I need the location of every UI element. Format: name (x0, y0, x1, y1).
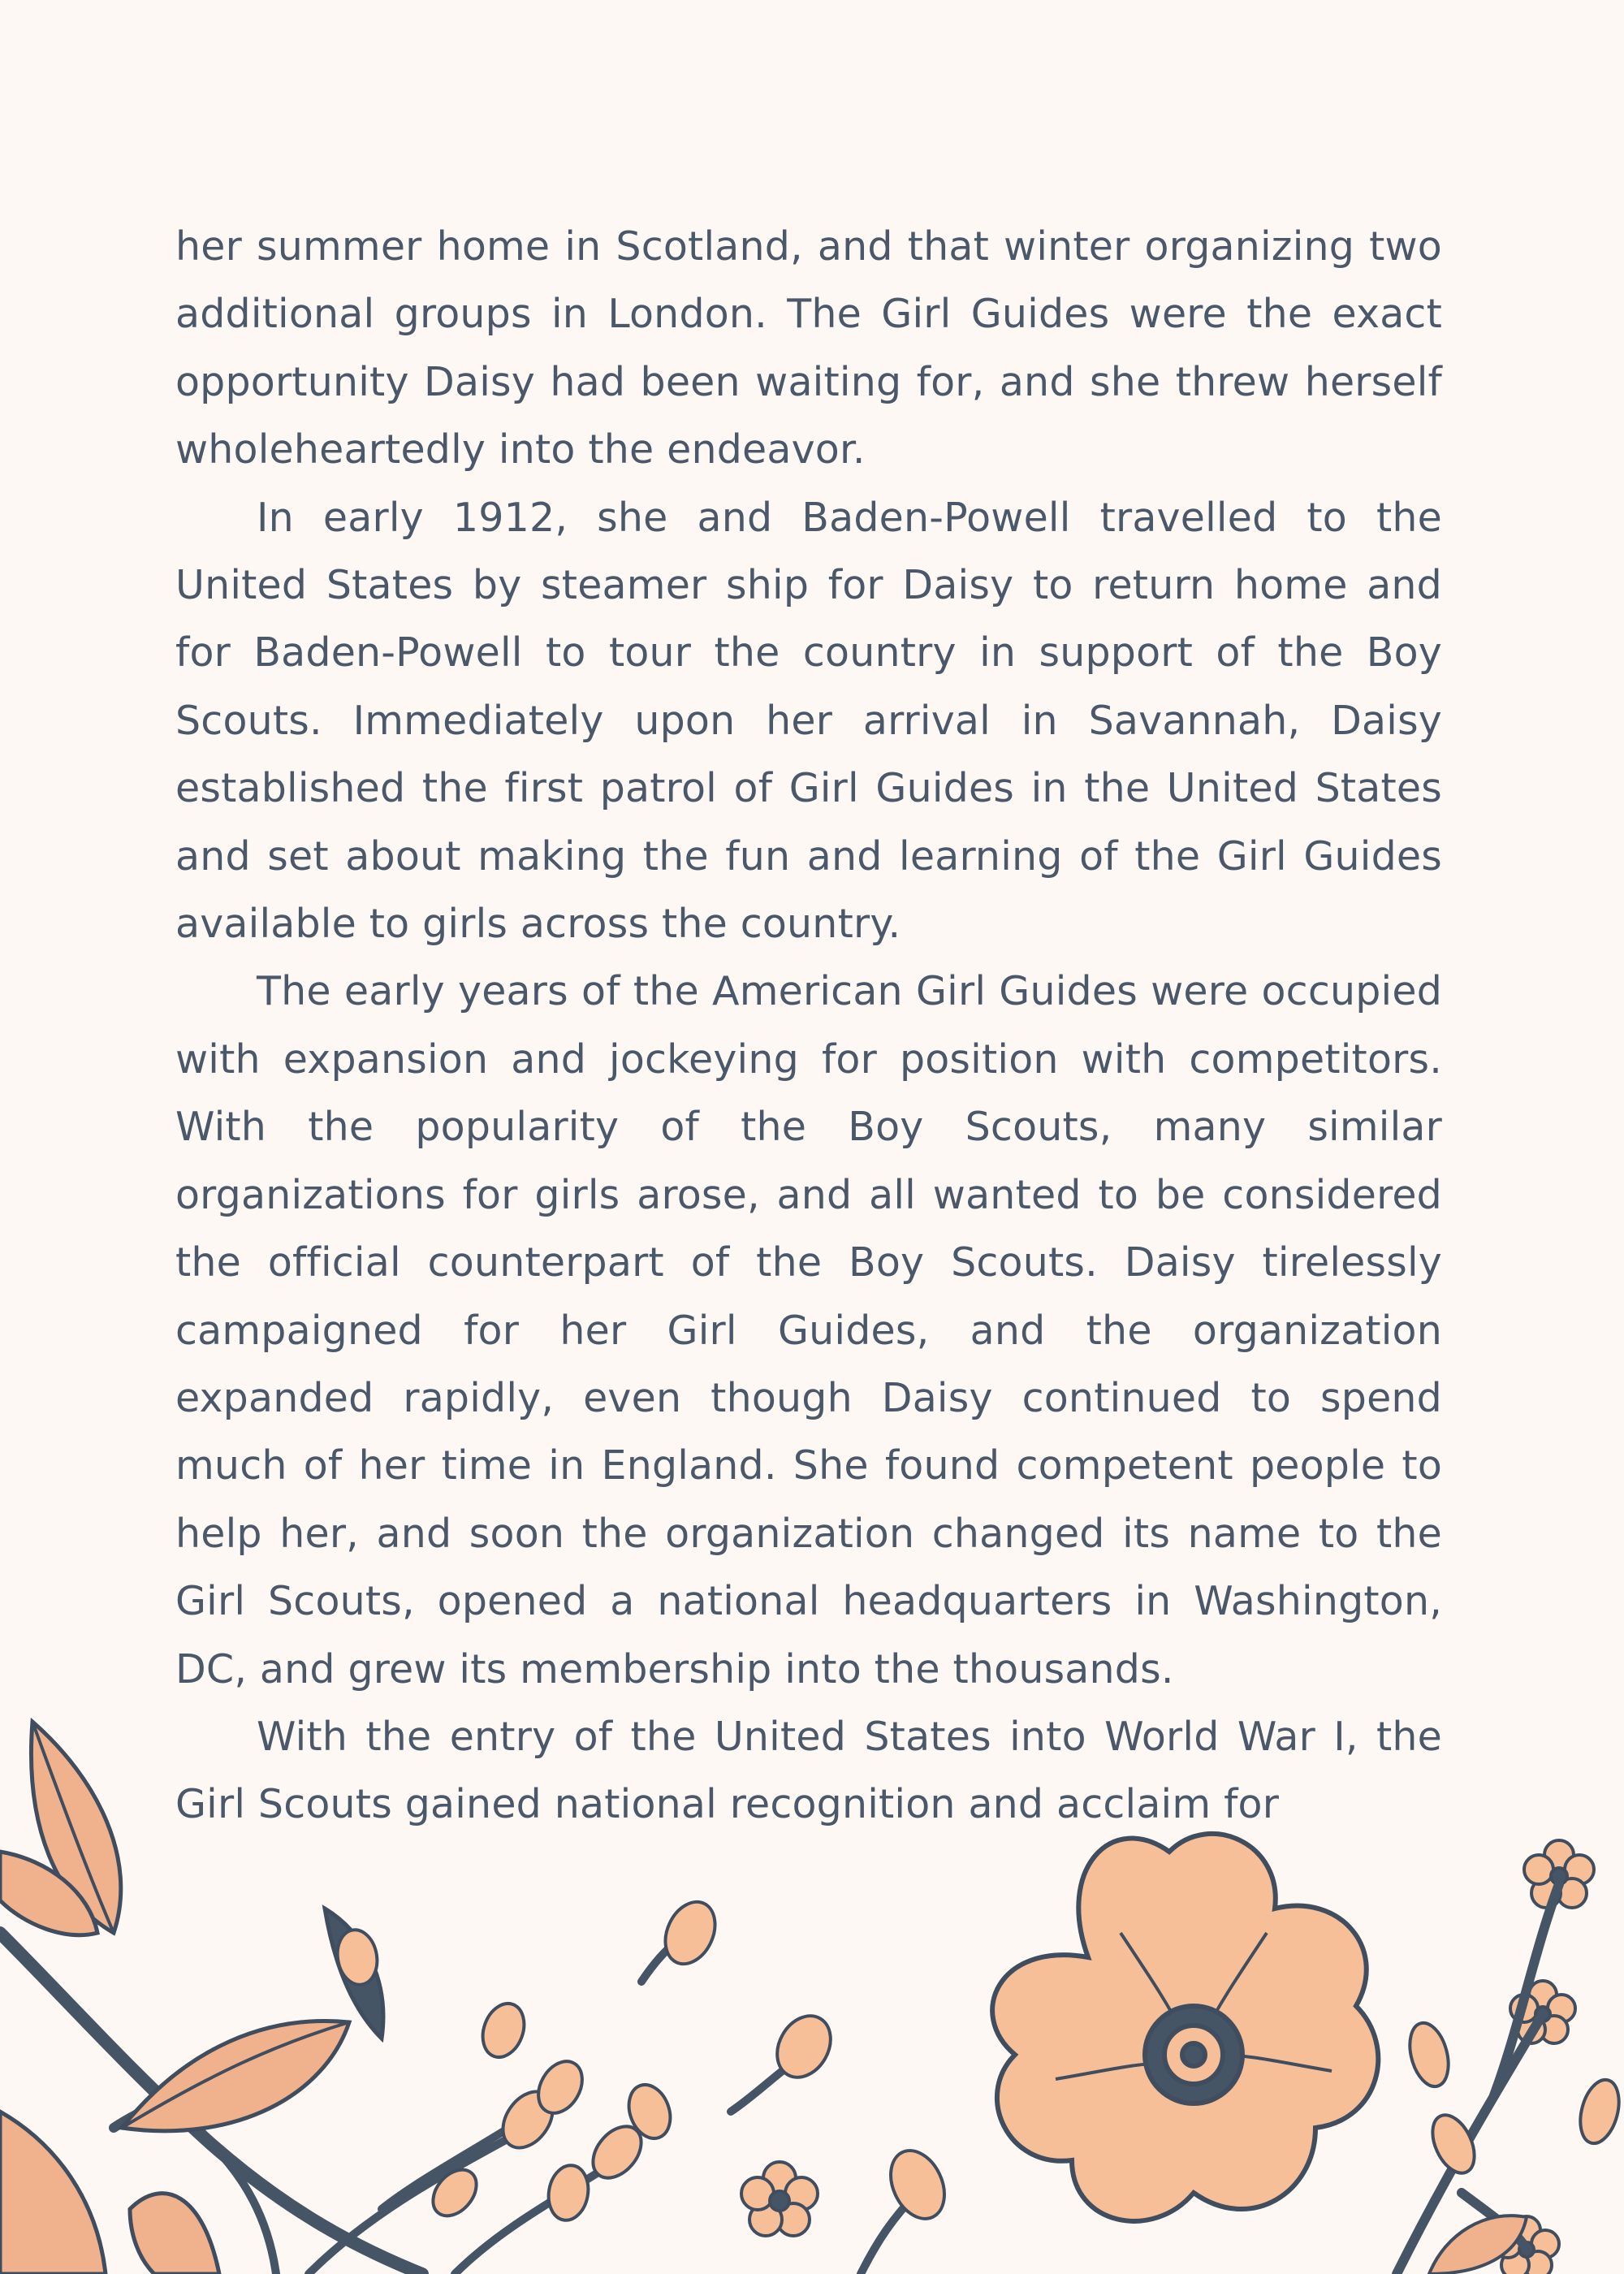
paragraph: her summer home in Scotland, and that winter organizing two additional groups in London. The Girl Guides were the exact opportunity Daisy had been waiting for, and she threw herself wholeheartedly into the endeavor. (175, 223, 1442, 473)
paragraph: In early 1912, she and Baden-Powell travelled to the United States by steamer ship for Daisy to return home and for Baden-Powell to tour the country in support of the Boy Scouts. Immediately upon her arrival in Savannah, Daisy established the first patrol of Girl Guides in the United States and set about making the fun and learning of the Girl Guides available to girls across the country. (175, 494, 1442, 948)
floral-border-icon (0, 1689, 1624, 2274)
body-text (175, 213, 1442, 1839)
paragraph: With the entry of the United States into World War I, the Girl Scouts gained national recognition and acclaim for (175, 1713, 1442, 1828)
bud-stems (309, 1933, 918, 2274)
large-flower-icon (992, 1834, 1378, 2221)
paragraph: The early years of the American Girl Guides were occupied with expansion and jockeying for position with competitors. With the popularity of the Boy Scouts, many similar organizations for girls arose, and all wanted to be considered the official counterpart of the Boy Scouts. Daisy tirelessly campaigned for her Girl Guides, and the organization expanded rapidly, even though Daisy continued to spend much of her time in England. She found competent people to help her, and soon the organization changed its name to the Girl Scouts, opened a national headquarters in Washington, DC, and grew its membership into the thousands. (175, 968, 1442, 1693)
